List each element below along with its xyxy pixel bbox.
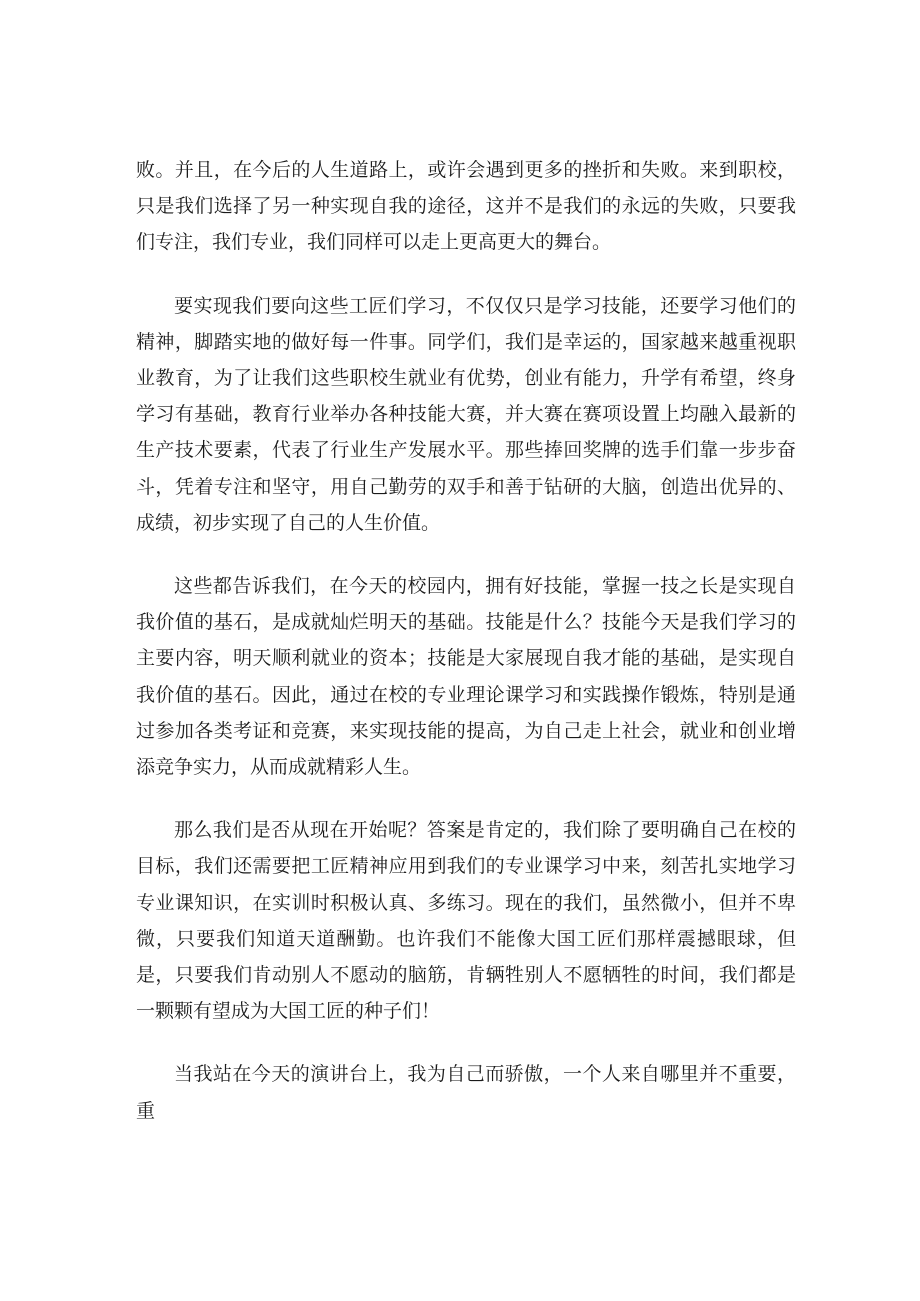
paragraph-3: 这些都告诉我们，在今天的校园内，拥有好技能，掌握一技之长是实现自我价值的基石，是成就灿烂明天的基础。技能是什么？技能今天是我们学习的主要内容，明天顺利就业的资本；技能是大家展现自我才能的基础，是实现自我价值的基石。因此，通过在校的专业理论课学习和实践操作锻炼，特别是通过参加各类考证和竞赛，来实现技能的提高，为自己走上社会，就业和创业增添竞争实力，从而成就精彩人生。 (136, 575, 796, 779)
paragraph-1: 败。并且，在今后的人生道路上，或许会遇到更多的挫折和失败。来到职校，只是我们选择了另一种实现自我的途径，这并不是我们的永远的失败，只要我们专注，我们专业，我们同样可以走上更高更大的舞台。 (136, 159, 796, 254)
paragraph-4: 那么我们是否从现在开始呢？答案是肯定的，我们除了要明确自己在校的目标，我们还需要把工匠精神应用到我们的专业课学习中来，刻苦扎实地学习专业课知识，在实训时积极认真、多练习。现在的我们，虽然微小，但并不卑微，只要我们知道天道酬勤。也许我们不能像大国工匠们那样震撼眼球，但是，只要我们肯动别人不愿动的脑筋，肯辆牲别人不愿牺牲的时间，我们都是一颗颗有望成为大国工匠的种子们！ (136, 819, 796, 1023)
document-body (136, 152, 796, 1129)
paragraph-5: 当我站在今天的演讲台上，我为自己而骄傲，一个人来自哪里并不重要，重 (136, 1063, 796, 1122)
paragraph-2: 要实现我们要向这些工匠们学习，不仅仅只是学习技能，还要学习他们的精神，脚踏实地的做好每一件事。同学们，我们是幸运的，国家越来越重视职业教育，为了让我们这些职校生就业有优势，创业有能力，升学有希望，终身学习有基础，教育行业举办各种技能大赛，并大赛在赛项设置上均融入最新的生产技术要素，代表了行业生产发展水平。那些捧回奖牌的选手们靠一步步奋斗，凭着专注和坚守，用自己勤劳的双手和善于钻研的大脑，创造出优异的、成绩，初步实现了自己的人生价值。 (136, 294, 796, 534)
